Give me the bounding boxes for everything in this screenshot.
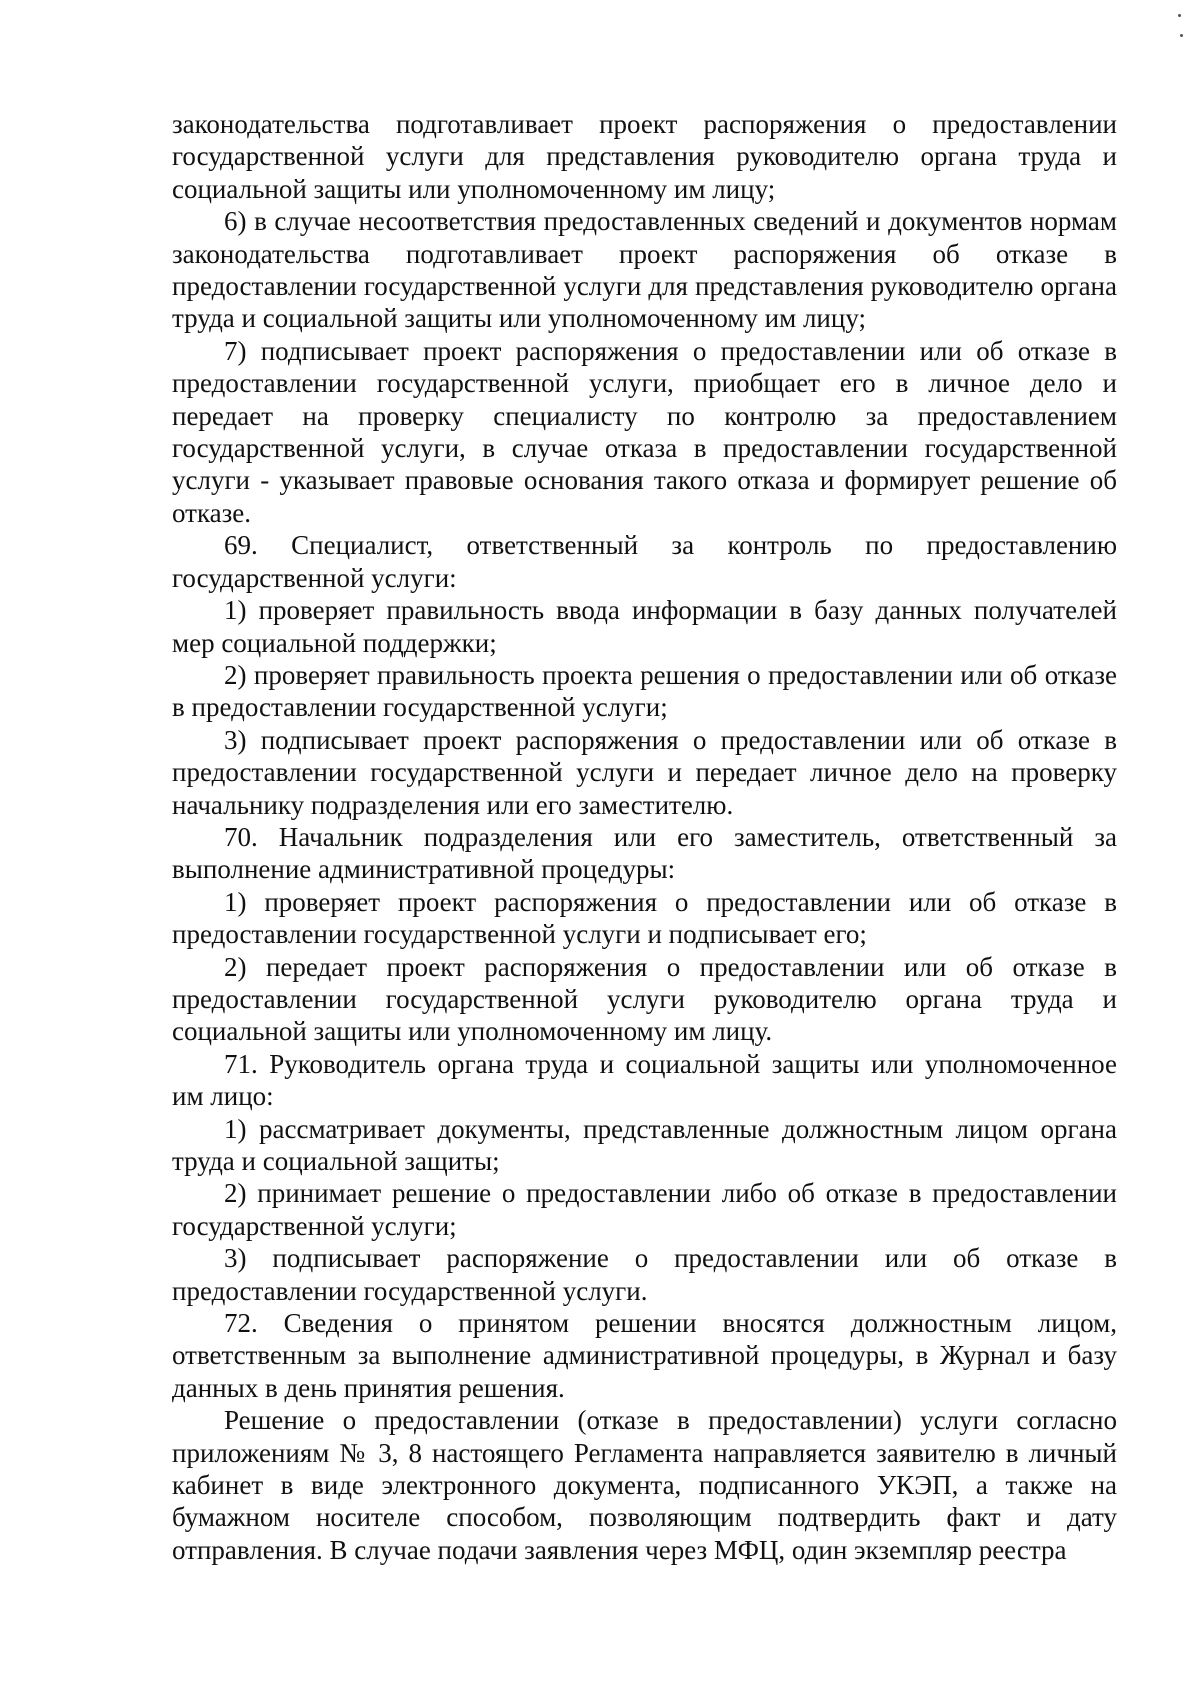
paragraph-70-item-1: 1) проверяет проект распоряжения о предоставлении или об отказе в предоставлении государственной услуги и подписывает его; (172, 886, 1117, 950)
paragraph-71-item-3: 3) подписывает распоряжение о предоставлении или об отказе в предоставлении государственной услуги. (172, 1243, 1117, 1306)
paragraph-item-7: 7) подписывает проект распоряжения о предоставлении или об отказе в предоставлении государственной услуги, приобщает его в личное дело и передает на проверку специалисту по контролю за предоставлением государственной услуги, в случае отказа в предоставлении государственной услуги - указывает правовые основания такого отказа и формирует решение об отказе. (172, 335, 1117, 528)
paragraph-decision: Решение о предоставлении (отказе в предоставлении) услуги согласно приложениям № 3, 8 настоящего Регламента направляется заявителю в личный кабинет в виде электронного документа, подписанного УКЭП, а также на бумажном носителе способом, позволяющим подтвердить факт и дату отправления. В случае подачи заявления через МФЦ, один экземпляр реестра (172, 1405, 1117, 1565)
document-page (172, 108, 1117, 1566)
paragraph-continuation: законодательства подготавливает проект распоряжения о предоставлении государственной услуги для представления руководителю органа труда и социальной защиты или уполномоченному им лицу; (172, 109, 1117, 204)
paragraph-section-69: 69. Специалист, ответственный за контроль по предоставлению государственной услуги: (172, 530, 1117, 593)
paragraph-section-70: 70. Начальник подразделения или его заместитель, ответственный за выполнение административной процедуры: (172, 821, 1117, 885)
scan-speck (1178, 14, 1181, 17)
paragraph-section-72: 72. Сведения о принятом решении вносятся должностным лицом, ответственным за выполнение административной процедуры, в Журнал и базу данных в день принятия решения. (172, 1308, 1117, 1403)
scan-speck (1180, 34, 1183, 37)
paragraph-69-item-3: 3) подписывает проект распоряжения о предоставлении или об отказе в предоставлении государственной услуги и передает личное дело на проверку начальнику подразделения или его заместителю. (172, 724, 1117, 820)
paragraph-item-6: 6) в случае несоответствия предоставленных сведений и документов нормам законодательства подготавливает проект распоряжения об отказе в предоставлении государственной услуги для представления руководителю органа труда и социальной защиты или уполномоченному им лицу; (172, 206, 1117, 334)
paragraph-71-item-1: 1) рассматривает документы, представленные должностным лицом органа труда и социальной защиты; (172, 1113, 1117, 1176)
paragraph-69-item-2: 2) проверяет правильность проекта решения о предоставлении или об отказе в предоставлении государственной услуги; (172, 659, 1117, 723)
paragraph-69-item-1: 1) проверяет правильность ввода информации в базу данных получателей мер социальной поддержки; (172, 595, 1117, 658)
paragraph-70-item-2: 2) передает проект распоряжения о предоставлении или об отказе в предоставлении государственной услуги руководителю органа труда и социальной защиты или уполномоченному им лицу. (172, 951, 1117, 1047)
paragraph-71-item-2: 2) принимает решение о предоставлении либо об отказе в предоставлении государственной услуги; (172, 1178, 1117, 1241)
paragraph-section-71: 71. Руководитель органа труда и социальной защиты или уполномоченное им лицо: (172, 1048, 1117, 1112)
